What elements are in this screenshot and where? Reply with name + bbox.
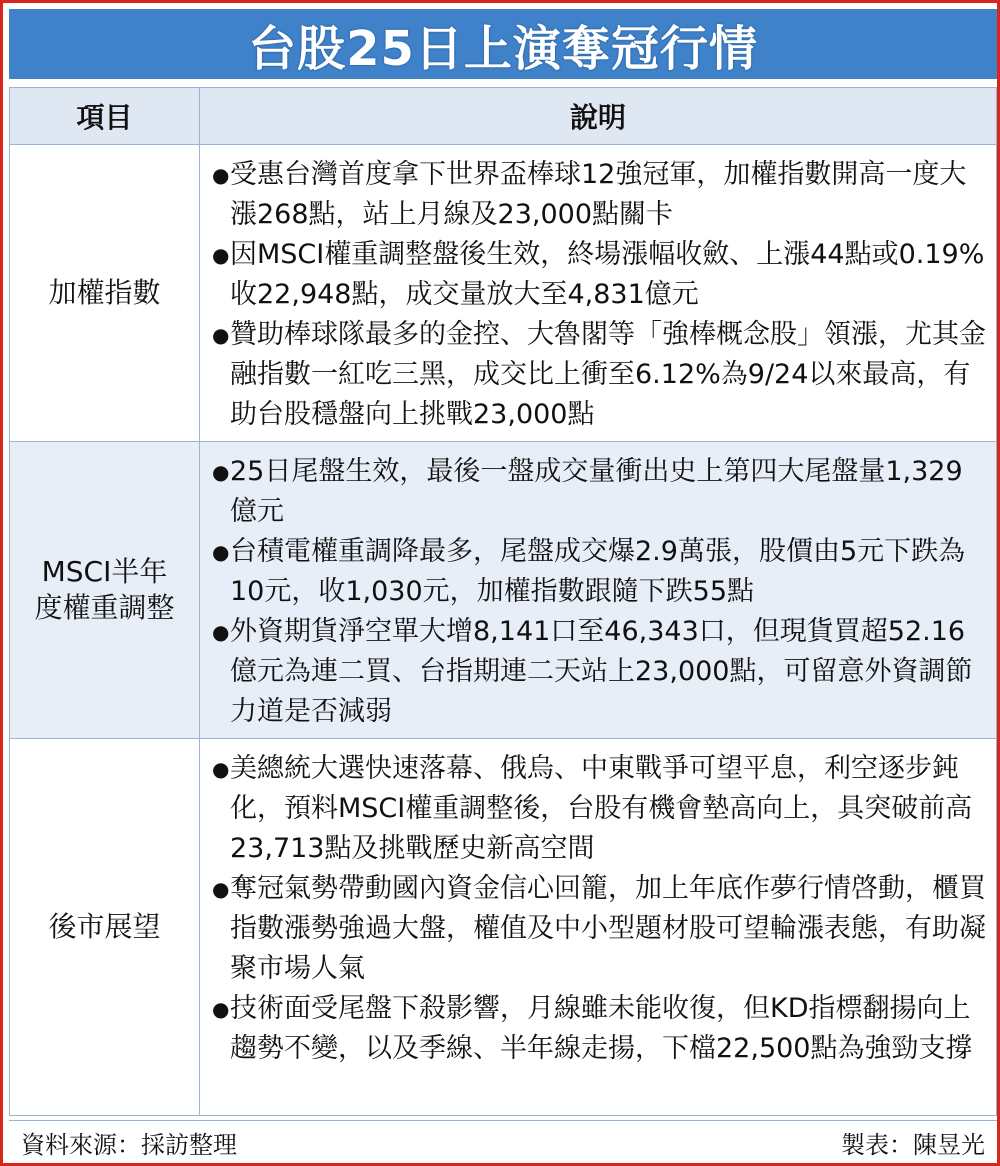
footer: [9, 1120, 997, 1163]
table-row: [10, 145, 997, 442]
table-row: [10, 739, 997, 1116]
title-bar: [9, 9, 997, 79]
row-item-label: 後市展望: [10, 739, 200, 1116]
row-description: [200, 145, 997, 442]
row-description: [200, 739, 997, 1116]
bullet-icon: ●: [212, 163, 230, 187]
list-item: ● 受惠台灣首度拿下世界盃棒球12強冠軍，加權指數開高一度大漲268點，站上月線及23,000點關卡: [212, 155, 988, 235]
maker-credit: 製表：陳昱光: [841, 1130, 985, 1159]
header-item: 項目: [10, 88, 200, 145]
row-item-label: MSCI半年度權重調整: [10, 442, 200, 739]
bullet-icon: ●: [212, 877, 230, 901]
source-credit: 資料來源：採訪整理: [21, 1130, 237, 1159]
list-item: ● 外資期貨淨空單大增8,141口至46,343口，但現貨買超52.16億元為連二買、台指期連二天站上23,000點，可留意外資調節力道是否減弱: [212, 612, 988, 732]
table-row: [10, 442, 997, 739]
list-item: ● 台積電權重調降最多，尾盤成交爆2.9萬張，股價由5元下跌為10元，收1,030元，加權指數跟隨下跌55點: [212, 532, 988, 612]
header-desc: 說明: [200, 88, 997, 145]
list-item: ● 贊助棒球隊最多的金控、大魯閣等「強棒概念股」領漲，尤其金融指數一紅吃三黑，成交比上衝至6.12%為9/24以來最高，有助台股穩盤向上挑戰23,000點: [212, 315, 988, 435]
bullet-icon: ●: [212, 460, 230, 484]
bullet-icon: ●: [212, 997, 230, 1021]
info-table: [9, 87, 997, 1116]
list-item: ● 因MSCI權重調整盤後生效，終場漲幅收斂、上漲44點或0.19%收22,948點，成交量放大至4,831億元: [212, 235, 988, 315]
row-description: [200, 442, 997, 739]
list-item: ● 技術面受尾盤下殺影響，月線雖未能收復，但KD指標翻揚向上趨勢不變，以及季線、半年線走揚，下檔22,500點為強勁支撐: [212, 989, 988, 1069]
page-title: 台股25日上演奪冠行情: [248, 20, 758, 77]
row-item-label: 加權指數: [10, 145, 200, 442]
bullet-icon: ●: [212, 243, 230, 267]
bullet-icon: ●: [212, 540, 230, 564]
list-item: ● 奪冠氣勢帶動國內資金信心回籠，加上年底作夢行情啓動，櫃買指數漲勢強過大盤，權值及中小型題材股可望輪漲表態，有助凝聚市場人氣: [212, 869, 988, 989]
list-item: ● 25日尾盤生效，最後一盤成交量衝出史上第四大尾盤量1,329億元: [212, 452, 988, 532]
bullet-icon: ●: [212, 323, 230, 347]
bullet-icon: ●: [212, 757, 230, 781]
bullet-icon: ●: [212, 620, 230, 644]
list-item: ● 美總統大選快速落幕、俄烏、中東戰爭可望平息，利空逐步鈍化，預料MSCI權重調整後，台股有機會墊高向上，具突破前高23,713點及挑戰歷史新高空間: [212, 749, 988, 869]
